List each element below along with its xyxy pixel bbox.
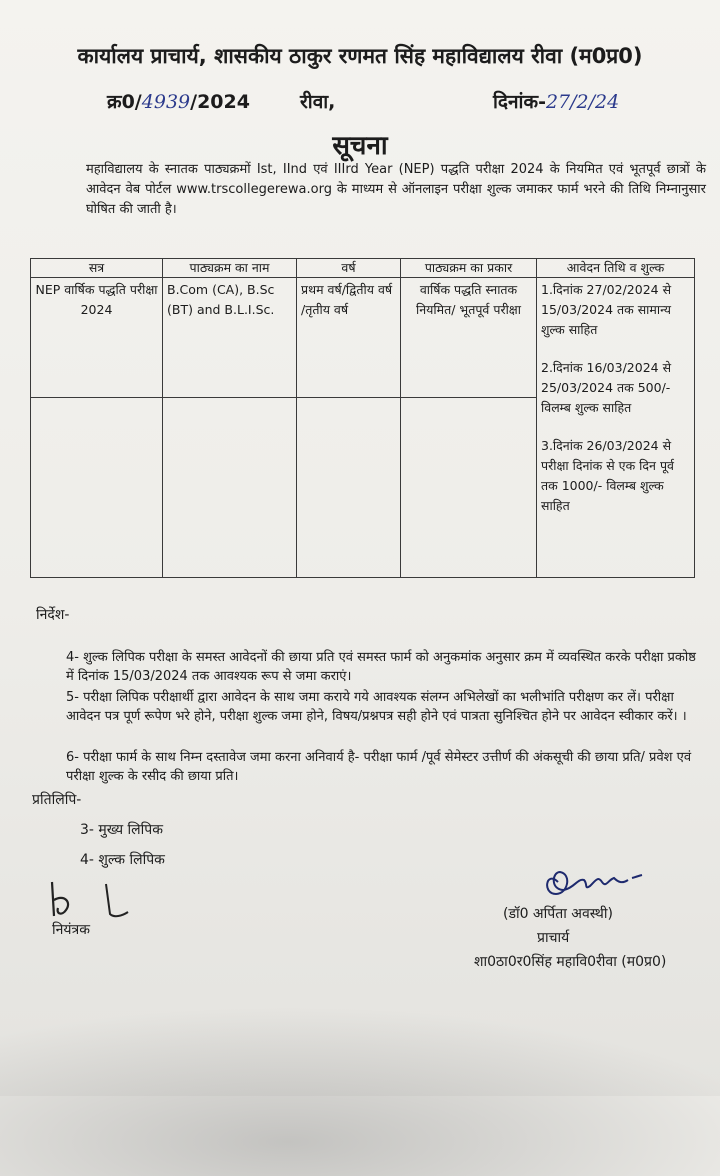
cell-date-fee — [537, 278, 695, 578]
empty-cell — [297, 398, 401, 578]
header-date-fee: आवेदन तिथि व शुल्क — [537, 259, 695, 278]
controller-label: नियंत्रक — [52, 922, 90, 938]
notice-heading: सूचना — [332, 131, 388, 161]
notice-body: महाविद्यालय के स्नातक पाठ्यक्रमों Ist, IInd एवं IIIrd Year (NEP) पद्धति परीक्षा 2024 के नियमित एवं भूतपूर्व छात्रों के आवेदन वेब पोर्टल www.trscollegerewa.org के माध्यम से ऑनलाइन परीक्षा शुल्क जमाकर फार्म भरने की तिथि निम्नानुसार घोषित की जाती है। — [86, 162, 706, 217]
empty-cell — [163, 398, 297, 578]
header-type: पाठ्यक्रम का प्रकार — [401, 259, 537, 278]
header-course: पाठ्यक्रम का नाम — [163, 259, 297, 278]
schedule-table — [30, 258, 695, 578]
date-line — [493, 88, 619, 114]
empty-cell — [31, 398, 163, 578]
principal-designation: प्राचार्य — [537, 930, 570, 946]
header-year: वर्ष — [297, 259, 401, 278]
header-session: सत्र — [31, 259, 163, 278]
copy-item: 3- मुख्य लिपिक — [80, 822, 163, 838]
directions-label: निर्देश- — [36, 607, 70, 623]
principal-name: (डॉ0 अर्पिता अवस्थी) — [503, 906, 613, 922]
copies-label: प्रतिलिपि- — [32, 792, 82, 808]
reference-number — [107, 88, 250, 114]
direction-item: 5- परीक्षा लिपिक परीक्षार्थी द्वारा आवेदन के साथ जमा कराये गये आवश्यक संलग्न अभिलेखों का भलीभांति परीक्षण कर लें। परीक्षा आवेदन पत्र पूर्ण रूपेण भरे होने, परीक्षा शुल्क जमा होने, विषय/प्रश्नपत्र सही होने एवं पात्रता सुनिश्चित होने पर आवेदन स्वीकार करें। । — [66, 690, 687, 724]
empty-cell — [401, 398, 537, 578]
ref-number-handwritten: 4939 — [141, 91, 191, 113]
date-label: दिनांक- — [493, 91, 546, 113]
date-handwritten: 27/2/24 — [545, 91, 620, 113]
ref-suffix: /2024 — [190, 91, 250, 113]
table-header-row — [31, 259, 695, 278]
principal-signature-icon — [538, 860, 648, 904]
page-shadow — [0, 1006, 720, 1176]
office-title: कार्यालय प्राचार्य, शासकीय ठाकुर रणमत सिंह महाविद्यालय रीवा (म0प्र0) — [77, 44, 643, 68]
fee-item: 1.दिनांक 27/02/2024 से 15/03/2024 तक सामान्य शुल्क साहित — [541, 282, 672, 337]
controller-signature-icon — [44, 876, 144, 924]
ref-prefix: क्र0/ — [107, 91, 142, 113]
cell-type: वार्षिक पद्धति स्नातक नियमित/ भूतपूर्व परीक्षा — [401, 278, 537, 398]
cell-course: B.Com (CA), B.Sc (BT) and B.L.I.Sc. — [163, 278, 297, 398]
cell-session: NEP वार्षिक पद्धति परीक्षा 2024 — [31, 278, 163, 398]
fee-item: 3.दिनांक 26/03/2024 से परीक्षा दिनांक से एक दिन पूर्व तक 1000/- विलम्ब शुल्क साहित — [541, 438, 674, 513]
direction-item: 4- शुल्क लिपिक परीक्षा के समस्त आवेदनों की छाया प्रति एवं समस्त फार्म को अनुकमांक अनुसार क्रम में व्यवस्थित करके परीक्षा प्रकोष्ठ में दिनांक 15/03/2024 तक आवश्यक रूप से जमा कराएं। — [66, 650, 696, 684]
college-short-name: शा0ठा0र0सिंह महावि0रीवा (म0प्र0) — [474, 954, 667, 970]
table-row — [31, 278, 695, 398]
cell-year: प्रथम वर्ष/द्वितीय वर्ष /तृतीय वर्ष — [297, 278, 401, 398]
copy-item: 4- शुल्क लिपिक — [80, 852, 165, 868]
direction-item: 6- परीक्षा फार्म के साथ निम्न दस्तावेज जमा करना अनिवार्य है- परीक्षा फार्म /पूर्व सेमेस्टर उत्तीर्ण की अंकसूची की छाया प्रति/ प्रवेश एवं परीक्षा शुल्क के रसीद की छाया प्रति। — [66, 750, 692, 784]
fee-item: 2.दिनांक 16/03/2024 से 25/03/2024 तक 500/- विलम्ब शुल्क साहित — [541, 360, 672, 415]
place-label: रीवा, — [300, 91, 336, 113]
